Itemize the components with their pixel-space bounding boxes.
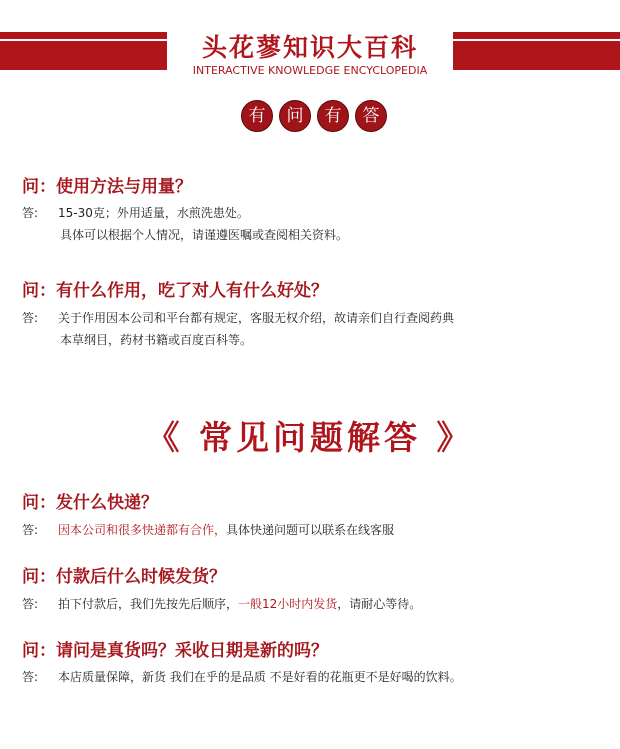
badge-you-2: 有 (317, 100, 349, 132)
page-title: 头花蓼知识大百科 (201, 33, 418, 62)
answer-shipping-time (22, 593, 421, 615)
answer-text: 本店质量保障，新货 我们在乎的是品质 不是好看的花瓶更不是好喝的饮料。 (58, 670, 462, 684)
header-bar-line (453, 39, 620, 41)
answer-courier (22, 519, 394, 541)
header-bar-line (0, 39, 167, 41)
question-usage: 问：使用方法与用量？ (22, 177, 192, 197)
answer-label: 答: (22, 523, 39, 537)
question-courier: 问：发什么快递？ (22, 493, 158, 513)
answer-line: 本草纲目，药材书籍或百度百科等。 (60, 333, 253, 347)
answer-highlight: 因本公司和很多快递都有合作， (58, 523, 227, 537)
qa-badges (241, 100, 387, 132)
question-effects: 问：有什么作用，吃了对人有什么好处？ (22, 281, 328, 301)
badge-wen: 问 (279, 100, 311, 132)
answer-label: 答: (22, 206, 39, 220)
answer-text: 拍下付款后，我们先按先后顺序， (58, 597, 239, 611)
answer-usage (22, 202, 348, 246)
answer-effects (22, 307, 454, 351)
answer-text: 具体快递问题可以联系在线客服 (226, 523, 395, 537)
answer-label: 答: (22, 311, 39, 325)
answer-line: 具体可以根据个人情况，请谨遵医嘱或查阅相关资料。 (60, 228, 349, 242)
question-authenticity: 问：请问是真货吗？采收日期是新的吗？ (22, 641, 328, 661)
section-title: 《 常见问题解答 》 (146, 418, 474, 457)
answer-label: 答: (22, 597, 39, 611)
answer-text: ，请耐心等待。 (337, 597, 422, 611)
answer-line: 关于作用因本公司和平台都有规定，客服无权介绍，故请亲们自行查阅药典 (58, 311, 455, 325)
answer-line: 15-30克；外用适量，水煎洗患处。 (58, 206, 249, 220)
answer-label: 答: (22, 670, 39, 684)
page-subtitle: INTERACTIVE KNOWLEDGE ENCYCLOPEDIA (192, 64, 428, 77)
answer-authenticity (22, 666, 462, 688)
question-shipping-time: 问：付款后什么时候发货？ (22, 567, 226, 587)
answer-highlight: 一般12小时内发货 (238, 597, 338, 611)
header-bar-left (0, 32, 167, 70)
badge-you: 有 (241, 100, 273, 132)
badge-da: 答 (355, 100, 387, 132)
header-bar-right (453, 32, 620, 70)
